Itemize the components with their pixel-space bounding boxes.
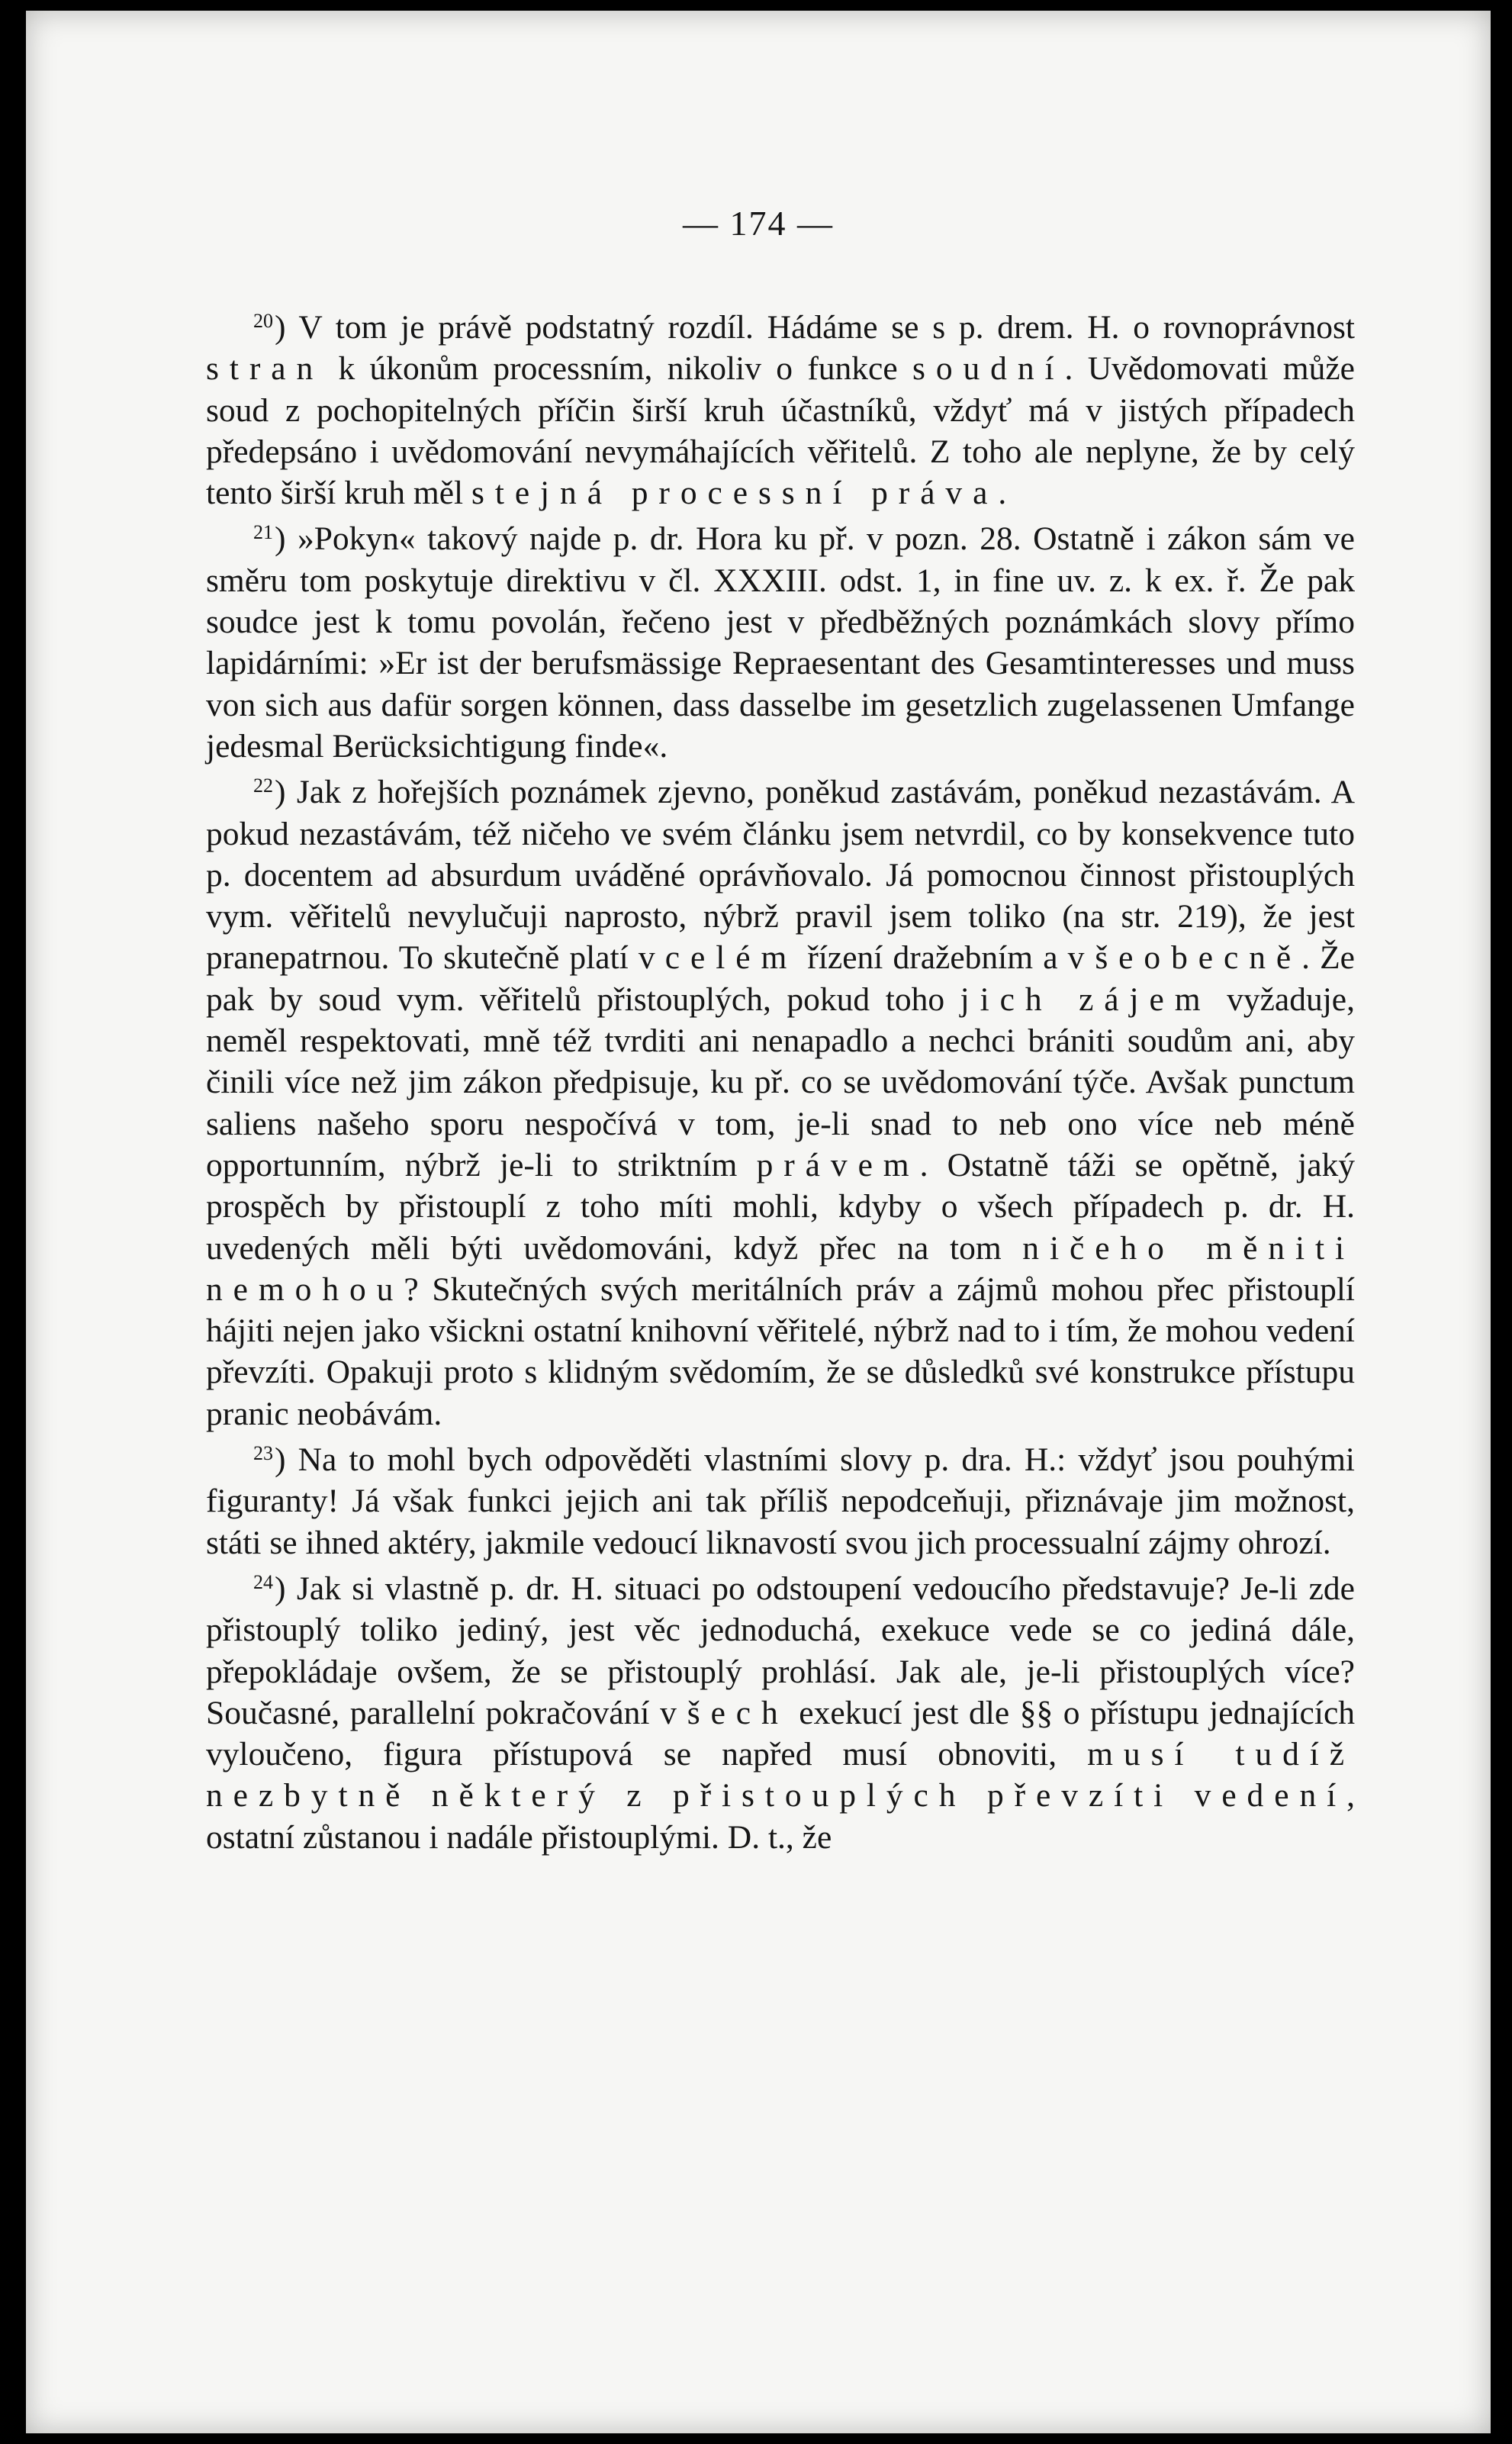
spaced-emphasis: právem	[756, 1146, 920, 1183]
footnote-21	[206, 518, 1355, 767]
footnote-23	[206, 1439, 1355, 1563]
footnote-text: . Ostatně táži se opětně, jaký prospěch by přistouplí z toho míti mohli, kdyby o všech případech p. dr. H. uvedených měli býti uvědomováni, když přec na tom	[206, 1146, 1356, 1267]
footnote-text: ) V tom je právě podstatný rozdíl. Hádáme se s p. drem. H. o rovnoprávnost	[275, 309, 1355, 346]
footnote-text: ) Na to mohl bych odpověděti vlastními slovy p. dra. H.: vždyť jsou pouhými figuranty! Já však funkci jejich ani tak příliš nepodceňuji, přiznávaje jim možnost, státi se ihned aktéry, jakmile vedoucí liknavostí svou jich processualní zájmy ohrozí.	[206, 1441, 1355, 1561]
footnote-text: . Uvědomovati může soud z pochopitelných příčin širší kruh účastníků, vždyť má v jistých případech předepsáno i uvědomování nevymáhajících věřitelů. Z toho ale neplyne, že by celý tento širší kruh měl	[206, 350, 1355, 512]
spaced-emphasis: jich zájem	[960, 980, 1211, 1018]
footnote-text: ) »Pokyn« takový najde p. dr. Hora ku př. v pozn. 28. Ostatně i zákon sám ve směru tom poskytuje direktivu v čl. XXXIII. odst. 1, in fine uv. z. k ex. ř. Že pak soudce jest k tomu povolán, řečeno jest v předběžných poznámkách slovy přímo lapidárními: »Er ist der berufsmässige Repraesentant des Gesamtinteresses und muss von sich aus dafür sorgen können, dass dasselbe im gesetzlich zugelassenen Umfange jedesmal Berücksichtigung finde«.	[206, 520, 1355, 765]
footnote-text: vyžaduje, neměl respektovati, mně též tvrditi ani nenapadlo a nechci brániti soudům ani, aby činili více než jim zákon předpisuje, ku př. co se uvědomování týče. Avšak punctum saliens našeho sporu nespočívá v tom, je-li snad to neb ono více neb méně opportunním, nýbrž je-li to striktním	[206, 980, 1355, 1183]
footnote-text: k úkonům processním, nikoliv o funkce	[323, 350, 912, 388]
footnote-mark: 21	[253, 521, 273, 544]
spaced-emphasis: všeobecně	[1067, 939, 1302, 977]
footnote-text: ) Jak si vlastně p. dr. H. situaci po odstoupení vedoucího představuje? Je-li zde přistouplý toliko jediný, jest věc jednoduchá, exekuce vede se co jediná dále, přepokládaje ovšem, že se přistouplý prohlásí. Jak ale, je-li přistouplých více? Současné, parallelní pokračování	[206, 1570, 1355, 1731]
page-number: — 174 —	[683, 204, 834, 243]
footnote-mark: 20	[253, 310, 273, 332]
footnote-mark: 24	[253, 1570, 273, 1593]
footnote-text: exekucí jest dle §§ o přístupu jednajících vyloučeno, figura přístupová se napřed musí obnoviti,	[206, 1694, 1356, 1773]
spaced-emphasis: všech	[660, 1694, 789, 1731]
spaced-emphasis: stran	[206, 350, 324, 388]
footnote-text: . Že pak by soud vym. věřitelů přistouplých, pokud toho	[206, 939, 1355, 1018]
footnote-text: řízení dražebním a	[797, 939, 1068, 977]
footnote-22	[206, 771, 1355, 1435]
book-page	[26, 11, 1491, 2433]
footnote-text: .	[998, 475, 1007, 512]
spaced-emphasis: celém	[664, 939, 798, 977]
footnote-mark: 22	[253, 774, 273, 797]
footnote-text: ) Jak z hořejších poznámek zjevno, poněkud zastávám, poněkud nezastávám. A pokud nezastávám, též ničeho ve svém článku jsem netvrdil, co by konsekvence tuto p. docentem ad absurdum uváděné oprávňovalo. Já pomocnou činnost přistouplých vym. věřitelů nevylučuji naprosto, nýbrž pravil jsem toliko (na str. 219), že jest pranepatrnou. To skutečně platí v	[206, 774, 1355, 977]
footnotes-body	[206, 307, 1355, 1863]
footnote-text: ? Skutečných svých meritálních práv a zájmů mohou přec přistouplí hájiti nejen jako všickni ostatní knihovní věřitelé, nýbrž nad to i tím, že mohou vedení převzíti. Opakuji proto s klidným svědomím, že se důsledků své konstrukce přístupu pranic neobávám.	[206, 1270, 1355, 1432]
spaced-emphasis: stejná processní práva	[471, 475, 999, 512]
spaced-emphasis: musí tudíž nezbytně některý z přistouplých převzíti vedení	[206, 1736, 1356, 1814]
footnote-24	[206, 1568, 1355, 1858]
footnote-mark: 23	[253, 1442, 273, 1465]
footnote-text: , ostatní zůstanou i nadále přistouplými. D. t., že	[206, 1777, 1355, 1856]
spaced-emphasis: soudní	[912, 350, 1065, 388]
footnote-20	[206, 307, 1355, 514]
spaced-emphasis: ničeho měniti nemohou	[206, 1229, 1355, 1308]
